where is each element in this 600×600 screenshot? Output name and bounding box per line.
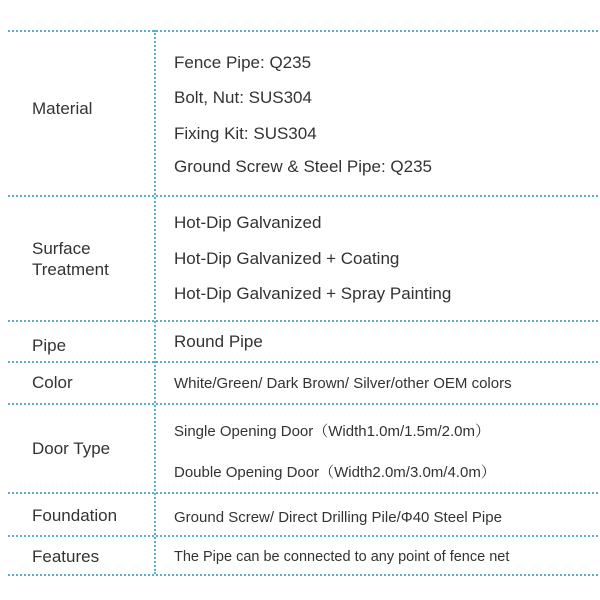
row-label-foundation: Foundation	[32, 506, 118, 525]
row-divider	[8, 30, 598, 32]
row-label-features: Features	[32, 547, 100, 566]
surface-treatment-value: Hot-Dip Galvanized + Coating	[174, 249, 400, 268]
pipe-value: Round Pipe	[174, 332, 263, 351]
row-divider	[8, 535, 598, 537]
row-label-pipe: Pipe	[32, 336, 67, 355]
row-label-material: Material	[32, 99, 93, 118]
material-value: Ground Screw & Steel Pipe: Q235	[174, 157, 432, 176]
row-label-surface-treatment	[32, 238, 109, 280]
row-label-line: Surface	[32, 239, 91, 258]
color-value: White/Green/ Dark Brown/ Silver/other OEM colors	[174, 375, 512, 392]
row-divider	[8, 574, 598, 576]
row-divider	[8, 320, 598, 322]
material-value: Fence Pipe: Q235	[174, 53, 312, 72]
row-label-color: Color	[32, 373, 73, 392]
row-divider	[8, 403, 598, 405]
column-divider	[154, 30, 156, 574]
row-label-door-type: Door Type	[32, 439, 111, 458]
surface-treatment-value: Hot-Dip Galvanized + Spray Painting	[174, 284, 452, 303]
row-label-line: Treatment	[32, 260, 109, 279]
door-type-value: Double Opening Door（Width2.0m/3.0m/4.0m）	[174, 464, 496, 481]
foundation-value: Ground Screw/ Direct Drilling Pile/Φ40 Steel Pipe	[174, 509, 502, 526]
row-divider	[8, 361, 598, 363]
row-divider	[8, 492, 598, 494]
surface-treatment-value: Hot-Dip Galvanized	[174, 213, 322, 232]
material-value: Fixing Kit: SUS304	[174, 124, 317, 143]
door-type-value: Single Opening Door（Width1.0m/1.5m/2.0m）	[174, 423, 490, 440]
material-value: Bolt, Nut: SUS304	[174, 88, 312, 107]
row-divider	[8, 195, 598, 197]
features-value: The Pipe can be connected to any point of fence net	[174, 549, 510, 565]
